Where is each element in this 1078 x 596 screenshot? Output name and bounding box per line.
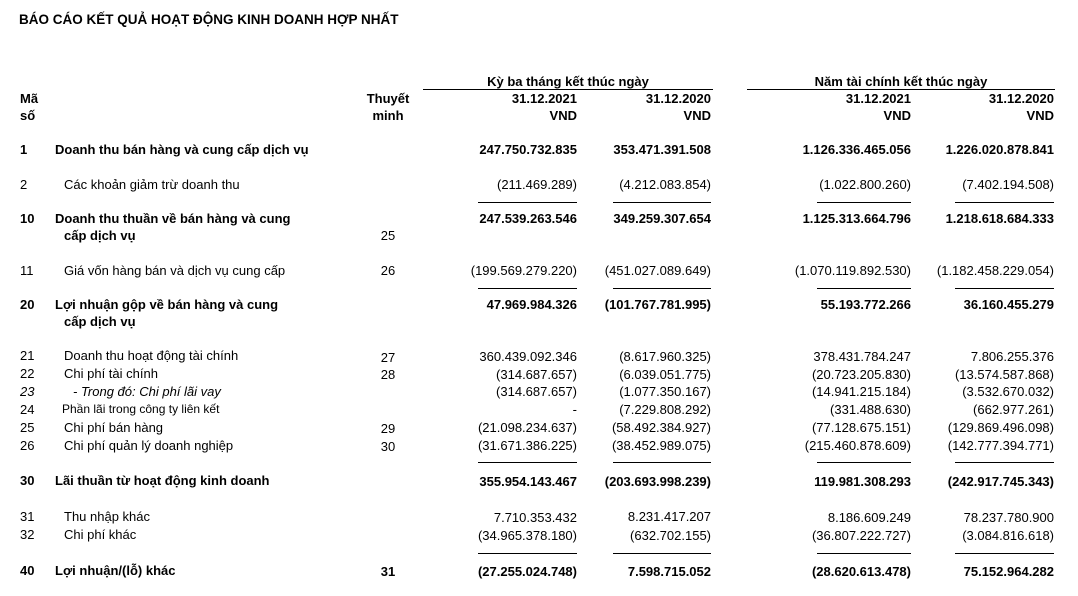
row-note: 31 (380, 564, 396, 579)
row-value: (203.693.998.239) (604, 474, 711, 489)
row-value: 360.439.092.346 (479, 349, 577, 364)
row-value: (20.723.205.830) (811, 367, 911, 382)
date-col-4: 31.12.2020 (988, 91, 1054, 106)
row-label: Doanh thu bán hàng và cung cấp dịch vụ (55, 142, 309, 157)
row-value: 119.981.308.293 (814, 474, 911, 489)
row-value: 36.160.455.279 (963, 297, 1054, 312)
row-value: 247.750.732.835 (479, 142, 577, 157)
row-value: 378.431.784.247 (813, 349, 911, 364)
row-note: 25 (380, 228, 396, 243)
row-value: (8.617.960.325) (619, 349, 711, 364)
row-label: Chi phí tài chính (64, 366, 158, 381)
row-value: (314.687.657) (496, 367, 577, 382)
row-label: Chi phí quản lý doanh nghiệp (64, 438, 234, 453)
row-value: (4.212.083.854) (619, 177, 711, 192)
row-value: (101.767.781.995) (604, 297, 711, 312)
row-value: (14.941.215.184) (811, 384, 911, 399)
row-label: - Trong đó: Chi phí lãi vay (73, 384, 221, 399)
row-value: (21.098.234.637) (477, 420, 577, 435)
row-note: 30 (380, 439, 396, 454)
row-value: 353.471.391.508 (613, 142, 711, 157)
subtotal-rule (613, 462, 711, 463)
row-label: Chi phí bán hàng (64, 420, 164, 435)
row-label: Lợi nhuận gộp về bán hàng và cung (55, 297, 279, 312)
subtotal-rule (613, 553, 711, 554)
row-note: 27 (380, 350, 396, 365)
row-value: (13.574.587.868) (954, 367, 1054, 382)
subtotal-rule (478, 553, 577, 554)
row-value: (662.977.261) (973, 402, 1054, 417)
row-value: (331.488.630) (830, 402, 911, 417)
row-value: 47.969.984.326 (486, 297, 577, 312)
subtotal-rule (955, 202, 1054, 203)
row-value: (7.402.194.508) (962, 177, 1054, 192)
subtotal-rule (955, 288, 1054, 289)
subtotal-rule (478, 202, 577, 203)
row-value: (199.569.279.220) (470, 263, 577, 278)
row-value: (34.965.378.180) (477, 528, 577, 543)
row-code: 26 (20, 438, 35, 453)
row-value: (28.620.613.478) (811, 564, 911, 579)
row-label: Giá vốn hàng bán và dịch vụ cung cấp (64, 263, 286, 278)
row-value: (242.917.745.343) (947, 474, 1054, 489)
currency-col-3: VND (883, 108, 911, 123)
row-value: 8.231.417.207 (627, 509, 711, 524)
currency-col-4: VND (1026, 108, 1054, 123)
row-value: (632.702.155) (630, 528, 711, 543)
row-code: 20 (20, 297, 35, 312)
row-value: (36.807.222.727) (811, 528, 911, 543)
row-label-cont: cấp dịch vụ (64, 314, 136, 329)
row-value: (215.460.878.609) (804, 438, 911, 453)
subtotal-rule (613, 202, 711, 203)
row-value: 355.954.143.467 (479, 474, 577, 489)
note-header-2: minh (372, 108, 404, 123)
row-label: Chi phí khác (64, 527, 137, 542)
currency-col-1: VND (549, 108, 577, 123)
row-label: Lợi nhuận/(lỗ) khác (55, 563, 176, 578)
row-note: 26 (380, 263, 396, 278)
row-value: (211.469.289) (497, 177, 577, 192)
row-value: 8.186.609.249 (827, 510, 911, 525)
row-value: 55.193.772.266 (820, 297, 911, 312)
row-code: 31 (20, 509, 35, 524)
row-label: Doanh thu thuần về bán hàng và cung (55, 211, 291, 226)
quarter-header-rule (423, 89, 713, 90)
subtotal-rule (478, 462, 577, 463)
subtotal-rule (817, 288, 911, 289)
row-value: 7.806.255.376 (970, 349, 1054, 364)
row-value: (142.777.394.771) (947, 438, 1054, 453)
row-code: 11 (20, 263, 34, 278)
row-value: (1.077.350.167) (619, 384, 711, 399)
row-value: 1.218.618.684.333 (945, 211, 1054, 226)
year-group-header: Năm tài chính kết thúc ngày (814, 74, 988, 89)
row-code: 24 (20, 402, 35, 417)
row-value: (31.671.386.225) (477, 438, 577, 453)
subtotal-rule (817, 202, 911, 203)
code-header: Mã (20, 91, 39, 106)
row-label: Doanh thu hoạt động tài chính (64, 348, 239, 363)
row-value: 1.125.313.664.796 (802, 211, 911, 226)
row-note: 29 (380, 421, 396, 436)
date-col-2: 31.12.2020 (645, 91, 711, 106)
row-code: 23 (20, 384, 35, 399)
row-value: 7.710.353.432 (493, 510, 577, 525)
row-value: 1.226.020.878.841 (945, 142, 1054, 157)
row-code: 21 (20, 348, 35, 363)
row-value: (38.452.989.075) (611, 438, 711, 453)
row-label: Phần lãi trong công ty liên kết (62, 402, 220, 416)
row-label-cont: cấp dịch vụ (64, 228, 136, 243)
row-value: (3.532.670.032) (962, 384, 1054, 399)
row-value: (27.255.024.748) (477, 564, 577, 579)
row-value: 7.598.715.052 (627, 564, 711, 579)
note-header: Thuyết (366, 91, 410, 106)
row-value: 75.152.964.282 (963, 564, 1054, 579)
row-code: 10 (20, 211, 35, 226)
row-label: Lãi thuần từ hoạt động kinh doanh (55, 473, 270, 488)
row-value: (314.687.657) (496, 384, 577, 399)
row-value: (1.182.458.229.054) (936, 263, 1054, 278)
row-code: 22 (20, 366, 35, 381)
row-label: Thu nhập khác (64, 509, 151, 524)
subtotal-rule (613, 288, 711, 289)
quarter-group-header: Kỳ ba tháng kết thúc ngày (487, 74, 649, 89)
subtotal-rule (478, 288, 577, 289)
row-value: (77.128.675.151) (811, 420, 911, 435)
row-code: 1 (20, 142, 28, 157)
row-value: (451.027.089.649) (604, 263, 711, 278)
currency-col-2: VND (683, 108, 711, 123)
code-header-2: số (20, 108, 36, 123)
row-value: (1.070.119.892.530) (794, 263, 911, 278)
row-value: (3.084.816.618) (962, 528, 1054, 543)
row-value: 78.237.780.900 (963, 510, 1054, 525)
row-value: (6.039.051.775) (619, 367, 711, 382)
row-value: 247.539.263.546 (479, 211, 577, 226)
row-code: 40 (20, 563, 35, 578)
subtotal-rule (955, 462, 1054, 463)
subtotal-rule (817, 553, 911, 554)
row-value: (58.492.384.927) (611, 420, 711, 435)
row-value: 349.259.307.654 (613, 211, 711, 226)
date-col-1: 31.12.2021 (511, 91, 577, 106)
row-code: 30 (20, 473, 35, 488)
row-value: (129.869.496.098) (947, 420, 1054, 435)
row-value: (1.022.800.260) (819, 177, 911, 192)
report-title: BÁO CÁO KẾT QUẢ HOẠT ĐỘNG KINH DOANH HỢP NHẤT (19, 12, 399, 27)
row-code: 2 (20, 177, 28, 192)
row-value: (7.229.808.292) (619, 402, 711, 417)
row-value: 1.126.336.465.056 (802, 142, 911, 157)
date-col-3: 31.12.2021 (845, 91, 911, 106)
row-label: Các khoản giảm trừ doanh thu (64, 177, 240, 192)
year-header-rule (747, 89, 1055, 90)
row-code: 25 (20, 420, 35, 435)
row-code: 32 (20, 527, 35, 542)
row-value: - (572, 402, 577, 417)
subtotal-rule (955, 553, 1054, 554)
row-note: 28 (380, 367, 396, 382)
subtotal-rule (817, 462, 911, 463)
